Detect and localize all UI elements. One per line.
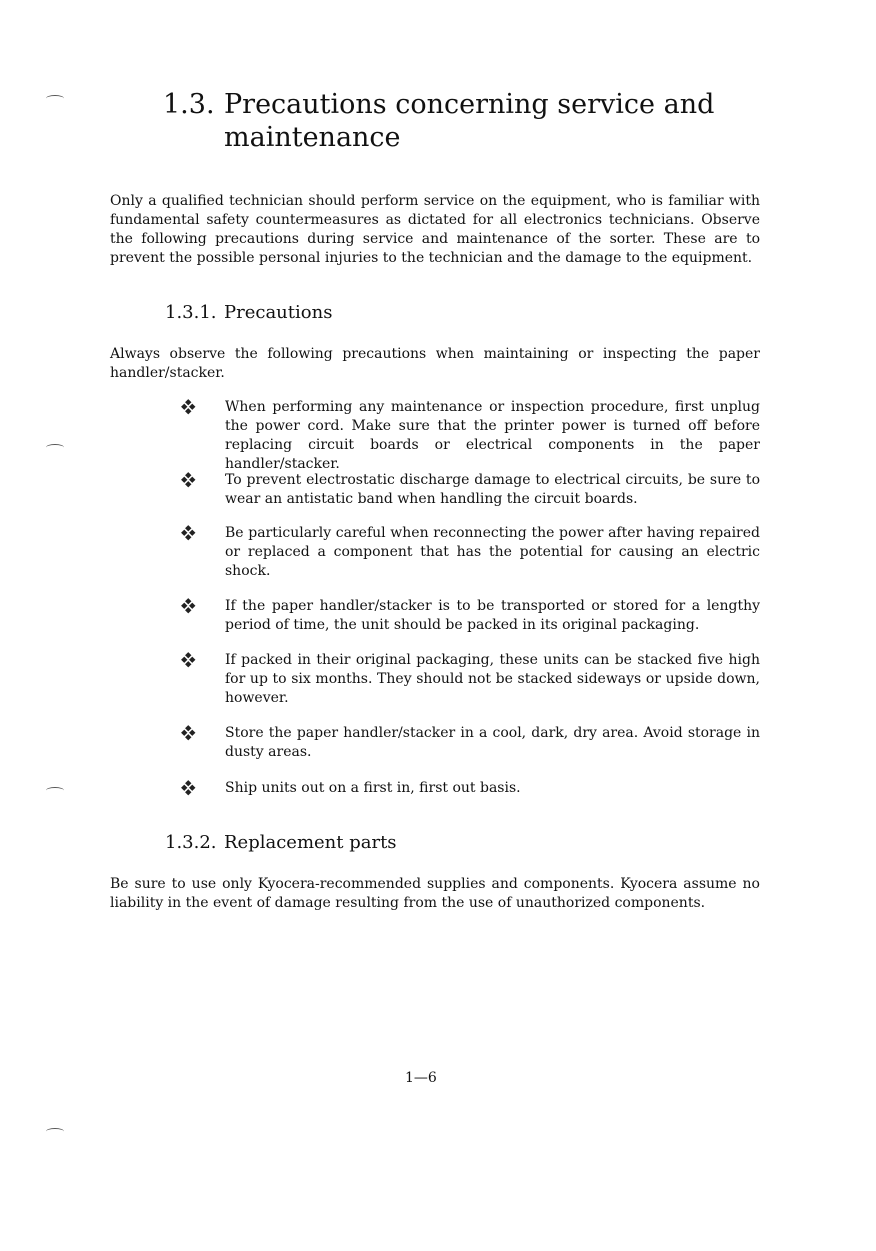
list-item-text: Ship units out on a first in, first out basis. [225, 780, 521, 796]
diamond-bullet-icon [180, 597, 198, 615]
scan-artifact [46, 444, 64, 451]
replacement-parts-body: Be sure to use only Kyocera-recommended supplies and components. Kyocera assume no liability in the event of damage resulting from the use of unauthorized components. [110, 876, 760, 911]
subsection-number: 1.3.2. [165, 832, 217, 853]
precautions-intro: Always observe the following precautions when maintaining or inspecting the paper handler/stacker. [110, 346, 760, 381]
section-number: 1.3. [163, 89, 215, 120]
list-item-text: If the paper handler/stacker is to be transported or stored for a lengthy period of time, the unit should be packed in its original packaging. [225, 598, 760, 633]
diamond-bullet-icon [180, 471, 198, 489]
list-item-text: If packed in their original packaging, these units can be stacked five high for up to six months. They should not be stacked sideways or upside down, however. [225, 652, 760, 706]
list-item-text: Store the paper handler/stacker in a cool, dark, dry area. Avoid storage in dusty areas. [225, 725, 760, 760]
diamond-bullet-icon [180, 524, 198, 542]
scan-artifact [46, 787, 64, 794]
diamond-bullet-icon [180, 398, 198, 416]
list-item-text: Be particularly careful when reconnecting the power after having repaired or replaced a component that has the potential for causing an electric shock. [225, 525, 760, 579]
subsection-title: Replacement parts [224, 832, 397, 853]
subsection-title: Precautions [224, 302, 333, 323]
list-item-text: When performing any maintenance or inspection procedure, first unplug the power cord. Make sure that the printer power is turned off before replacing circuit boards or electrical components in the paper handler/stacker. [225, 399, 760, 472]
scan-artifact [46, 95, 64, 102]
list-item-text: To prevent electrostatic discharge damage to electrical circuits, be sure to wear an antistatic band when handling the circuit boards. [225, 472, 760, 507]
section-intro: Only a qualified technician should perform service on the equipment, who is familiar with fundamental safety countermeasures as dictated for all electronics technicians. Observe the following precautions during service and maintenance of the sorter. These are to prevent the possible personal injuries to the technician and the damage to the equipment. [110, 193, 760, 266]
diamond-bullet-icon [180, 724, 198, 742]
subsection-number: 1.3.1. [165, 302, 217, 323]
scan-artifact [46, 1128, 64, 1135]
diamond-bullet-icon [180, 651, 198, 669]
diamond-bullet-icon [180, 779, 198, 797]
section-title: Precautions concerning service and maintenance [224, 89, 715, 153]
page-number: 1—6 [405, 1070, 437, 1086]
